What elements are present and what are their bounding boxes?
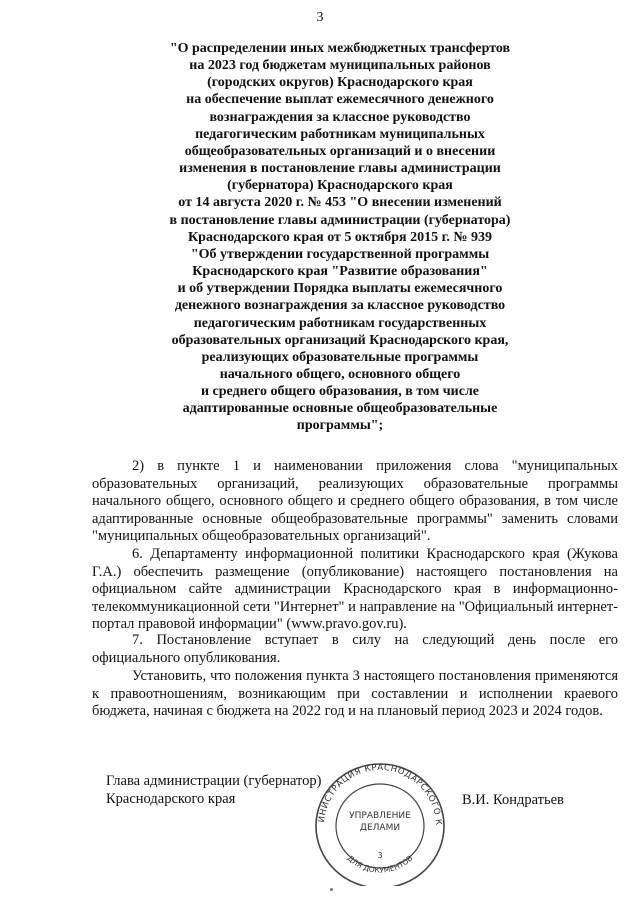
title-line: и об утверждении Порядка выплаты ежемесячного: [177, 281, 503, 297]
title-line: программы";: [296, 418, 384, 434]
title-line: реализующих образовательные программы: [201, 349, 479, 365]
paragraph-effective-clause: [92, 668, 618, 721]
title-line: денежного вознаграждения за классное руководство: [174, 298, 506, 314]
title-line: "О распределении иных межбюджетных трансфертов: [169, 41, 511, 56]
title-line: на обеспечение выплат ежемесячного денежного: [186, 92, 494, 108]
paragraph-text: 2) в пункте 1 и наименовании приложения слова "муниципальных образовательных организаций, реализующих образовательные программы начального общего, основного общего и среднего общего образования, в том числе адаптированные основные общеобразовательные программы" заменить словами "муниципальных общеобразовательных организаций".: [92, 458, 618, 545]
title-line: (городских округов) Краснодарского края: [207, 75, 473, 91]
stamp-bottom-text: ДЛЯ ДОКУМЕНТОВ: [345, 853, 415, 875]
title-line: (губернатора) Краснодарского края: [227, 178, 453, 194]
stamp-ring-text: ИНИСТРАЦИЯ КРАСНОДАРСКОГО К: [317, 762, 444, 826]
stamp-seal-graphic: [300, 756, 460, 886]
document-title: [140, 40, 540, 435]
paragraph-item-6: [92, 546, 618, 634]
title-line: "Об утверждении государственной программы: [190, 246, 490, 262]
title-line: вознаграждения за классное руководство: [209, 109, 471, 125]
title-line: начального общего, основного общего: [219, 366, 461, 382]
title-line: общеобразовательных организаций и о внесении: [184, 143, 496, 159]
title-line: изменения в постановление главы администрации: [179, 161, 501, 177]
title-line: Краснодарского края от 5 октября 2015 г. № 939: [188, 229, 492, 245]
official-stamp: [300, 756, 460, 886]
title-line: педагогическим работникам муниципальных: [195, 126, 485, 142]
stamp-center-line: УПРАВЛЕНИЕ: [349, 811, 411, 821]
stamp-center-line: ДЕЛАМИ: [359, 823, 401, 833]
title-line: и среднего общего образования, в том числе: [200, 384, 480, 400]
signatory-position: [106, 772, 322, 808]
signatory-position-line: Краснодарского края: [106, 791, 236, 807]
signatory-name: В.И. Кондратьев: [462, 792, 564, 808]
paragraph-text: Установить, что положения пункта 3 настоящего постановления применяются к правоотношениям, возникающим при составлении и исполнении краевого бюджета, начиная с бюджета на 2022 год и на плановый период 2023 и 2024 годов.: [92, 668, 618, 720]
title-line: адаптированные основные общеобразовательные: [182, 401, 498, 417]
scan-speck: [330, 888, 333, 891]
title-line: от 14 августа 2020 г. № 453 "О внесении изменений: [178, 195, 502, 211]
title-line: педагогическим работникам государственных: [193, 315, 487, 331]
signatory-position-line: Глава администрации (губернатор): [106, 773, 322, 789]
stamp-number: 3: [377, 851, 383, 860]
page-number: 3: [316, 10, 324, 25]
title-line: на 2023 год бюджетам муниципальных районов: [189, 58, 491, 74]
paragraph-text: 6. Департаменту информационной политики Краснодарского края (Жукова Г.А.) обеспечить размещение (опубликование) настоящего постановления на официальном сайте администрации Краснодарского края в информационно-телекоммуникационной сети "Интернет" и направление на "Официальный интернет-портал правовой информации" (www.pravo.gov.ru).: [92, 546, 618, 633]
title-line: Краснодарского края "Развитие образования": [192, 264, 488, 280]
title-line: образовательных организаций Краснодарского края,: [171, 332, 509, 348]
title-line: в постановление главы администрации (губернатора): [169, 212, 511, 228]
paragraph-item-2: [92, 458, 618, 546]
paragraph-text: 7. Постановление вступает в силу на следующий день после его официального опубликования.: [92, 632, 618, 666]
paragraph-item-7: [92, 632, 618, 667]
